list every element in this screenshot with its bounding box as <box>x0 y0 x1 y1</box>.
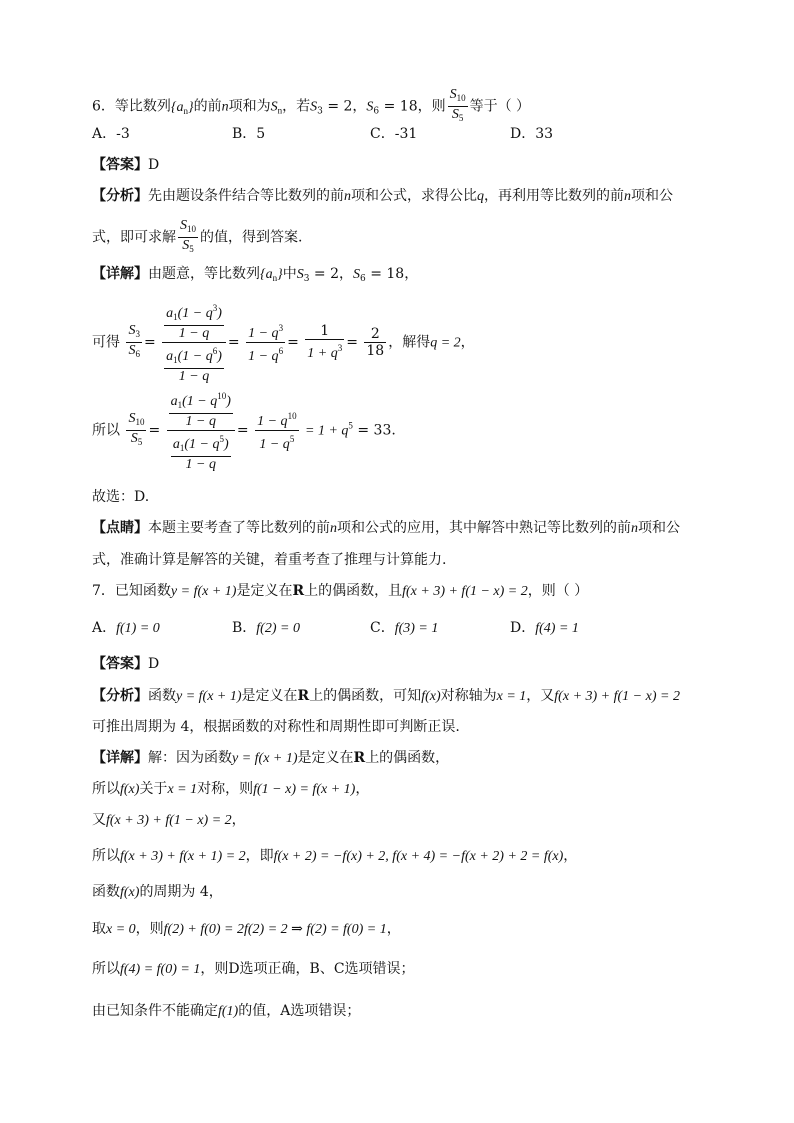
q6-ratio-fraction <box>448 87 468 126</box>
q7-R: R <box>292 583 305 599</box>
q7-d2-end: ， <box>355 781 370 797</box>
q6-comment-line1 <box>92 518 680 539</box>
q6-seq-close: } <box>188 99 194 115</box>
q6-detail-1a: 由题意，等比数列 <box>148 266 260 282</box>
q7-detail-line5 <box>92 882 223 903</box>
q7-d2a: 所以 <box>92 781 120 797</box>
q7-answer <box>92 654 159 674</box>
q6-analysis-1c: ，再利用等比数列的前 <box>484 188 624 204</box>
q6-detail-3-end2: = 33. <box>357 422 396 439</box>
q7-option-d-expr: f(4) = 1 <box>535 621 579 636</box>
q6-comment-1a: 本题主要考查了等比数列的前 <box>148 520 330 536</box>
q6-comment-1c: 项和公 <box>638 520 680 536</box>
q6-r3d: 18 <box>366 343 385 359</box>
q7-option-b-label: B． <box>232 620 257 636</box>
q7-detail-line4 <box>92 846 577 867</box>
q6-ratio-5: $\frac{1 - q^{10}}{1 - q^5}$ <box>257 411 297 452</box>
q7-analysis-R: R <box>297 688 310 704</box>
q6-frac-num-sub: 10 <box>456 93 466 103</box>
q7-d3-end: ， <box>231 812 246 828</box>
q6-analysis-n1: n <box>344 189 351 204</box>
q6-seq-sub: n <box>183 105 189 116</box>
q6-analysis-fraction: $\frac{S_{10}}{S_5}$ <box>178 218 198 257</box>
q6-big-fraction-2: $\frac{\frac{a_1(1 - q^{10})}{1 - q}}{\frac{a_1(1 - q^5)}{1 - q}}$ <box>167 388 235 473</box>
q7-option-a <box>92 618 160 639</box>
q6-detail-cond1: = 2 <box>313 266 339 282</box>
q7-answer-value: D <box>148 656 160 672</box>
q7-d3-eq: f(x + 3) + f(1 − x) = 2 <box>106 813 232 828</box>
q6-option-d: D．33 <box>510 126 554 142</box>
q7-detail-tag: 【详解】 <box>92 750 148 766</box>
q7-analysis-axis: x = 1 <box>496 689 527 704</box>
q7-d5a: 函数 <box>92 884 120 900</box>
q6-analysis-1a: 先由题设条件结合等比数列的前 <box>148 188 344 204</box>
q6-cond2-sub: 6 <box>373 106 380 117</box>
q7-d4-eq2: f(x + 2) = −f(x) + 2, f(x + 4) = −f(x + 2) + 2 = f(x) <box>273 849 564 864</box>
q7-d6-eq: f(2) + f(0) = 2f(2) = 2 ⇒ f(2) = f(0) = 1 <box>163 922 387 937</box>
q7-d6-end: ， <box>386 921 401 937</box>
q7-detail-a: 解：因为函数 <box>148 750 232 766</box>
q6-stem-mid3: ，若 <box>282 98 311 115</box>
q7-option-a-label: A． <box>92 620 117 636</box>
q7-d4-end: ， <box>563 848 578 864</box>
q7-analysis-cond: f(x + 3) + f(1 − x) = 2 <box>554 689 680 704</box>
q6-stem: 6．等比数列$\{a_n\}$的前n项和为$S_n$，若$S_3 = 2$，$S_6 = 18$，则 $\frac{S_{10}}{S_5}$ 等于（ ） <box>92 87 530 126</box>
q7-d8-eq: f(1) <box>218 1004 239 1019</box>
q6-cond2-S: S <box>366 99 374 115</box>
q7-stem <box>92 581 588 602</box>
q6-analysis-line2 <box>92 218 302 257</box>
q6-option-a: A．-3 <box>92 126 130 142</box>
q7-analysis-d: 对称轴为 <box>440 688 497 704</box>
q6-stem-end: 等于（ ） <box>469 98 531 115</box>
q6-analysis-2b: 的值，得到答案. <box>200 229 303 246</box>
q7-detail-b: 是定义在 <box>297 750 354 766</box>
q7-detail-line6 <box>92 919 401 940</box>
q7-analysis-b: 是定义在 <box>241 688 298 704</box>
q6-frac-num: S <box>449 87 457 102</box>
q6-detail-cond2-sub: 6 <box>360 274 366 284</box>
q7-stem-d: ，则（ ） <box>527 583 589 599</box>
q6-choose: 故选：D. <box>92 489 150 505</box>
q6-S: S <box>270 99 278 115</box>
q7-detail-line7 <box>92 959 415 980</box>
q6-cond1-sub: 3 <box>317 106 323 117</box>
q6-frac-den-sub: 5 <box>458 113 464 123</box>
q6-detail-2-end: ，解得 <box>388 334 431 351</box>
q7-answer-tag: 【答案】 <box>92 656 148 672</box>
q6-seq-name: {a <box>170 99 184 115</box>
q7-analysis-line1 <box>92 686 680 707</box>
q7-d6a: 取 <box>92 921 106 937</box>
q7-d2c: 对称，则 <box>197 781 254 797</box>
q6-detail-cond1-sub: 3 <box>303 274 310 284</box>
q6-analysis-1b: 项和公式，求得公比 <box>351 188 477 204</box>
q7-d7a: 所以 <box>92 961 120 977</box>
q7-detail-line8 <box>92 1001 360 1022</box>
q7-option-b <box>232 618 300 639</box>
q6-analysis-frac-num-sub: 10 <box>187 224 196 234</box>
q6-analysis-1d: 项和公 <box>631 188 673 204</box>
q7-option-c-label: C． <box>370 620 395 636</box>
q6-answer <box>92 155 159 175</box>
q6-detail-line2: 可得 $\frac{S_3}{S_6}$ = $\frac{\frac{a_1(1 - q^3)}{1 - q}}{\frac{a_1(1 - q^6)}{1 - q}}$ = $\frac{1 - q^3}{1 - q^6}$ = $\frac{1}{1 + q^3}$ = $\frac{2}{18}$ ，解得q = 2， <box>92 300 475 385</box>
q7-d4a: 所以 <box>92 848 120 864</box>
q7-d2-axis: x = 1 <box>167 782 198 797</box>
q6-analysis-2a: 式，即可求解 <box>92 229 176 246</box>
q6-option-c: C．-31 <box>370 126 418 142</box>
q6-analysis-q: q <box>477 189 484 204</box>
q6-s3-over-s6: $\frac{S_3}{S_6}$ <box>126 323 142 362</box>
q7-d4-eq1: f(x + 3) + f(x + 1) = 2 <box>120 849 246 864</box>
q7-option-a-expr: f(1) = 0 <box>116 621 160 636</box>
q7-d8b: 的值，A选项错误； <box>238 1003 361 1019</box>
q7-d6-x: x = 0 <box>106 922 136 937</box>
q6-comment-1b: 项和公式的应用，其中解答中熟记等比数列的前 <box>337 520 631 536</box>
q6-ratio-4 <box>364 326 386 359</box>
q7-analysis-line2: 可推出周期为 4，根据函数的对称性和周期性即可判断正误. <box>92 719 460 735</box>
q7-analysis-func: y = f(x + 1) <box>176 689 242 704</box>
q7-stem-cond: f(x + 3) + f(1 − x) = 2 <box>402 584 528 599</box>
q6-detail-cond2: = 18 <box>370 266 405 282</box>
q7-option-c <box>370 618 438 639</box>
q6-big-fraction: $\frac{\frac{a_1(1 - q^3)}{1 - q}}{\frac{a_1(1 - q^6)}{1 - q}}$ <box>162 300 226 385</box>
q7-option-c-expr: f(3) = 1 <box>394 621 439 636</box>
q6-n: n <box>221 99 229 115</box>
q7-analysis-tag: 【分析】 <box>92 688 148 704</box>
q7-option-d <box>510 618 579 639</box>
q7-stem-func: y = f(x + 1) <box>170 584 237 599</box>
q6-stem-mid2: 项和为 <box>228 98 271 115</box>
q6-detail-2-q: q = 2 <box>430 335 461 351</box>
q6-s10-over-s5: $\frac{S_{10}}{S_5}$ <box>126 411 146 450</box>
q6-stem-prefix: 6．等比数列 <box>92 98 171 115</box>
q6-answer-value: D <box>148 157 160 173</box>
q7-d2-fx: f(x) <box>120 782 140 797</box>
q7-d7-eq: f(4) = f(0) = 1 <box>120 962 201 977</box>
q6-comment-tag: 【点睛】 <box>92 520 148 536</box>
q7-analysis-c: 上的偶函数，可知 <box>309 688 422 704</box>
q6-analysis-n2: n <box>624 189 631 204</box>
q7-d2b: 关于 <box>139 781 168 797</box>
q7-d5-fx: f(x) <box>120 885 140 900</box>
q7-d4b: ，即 <box>245 848 274 864</box>
q6-detail-3-end: = 1 + q <box>305 423 349 439</box>
q6-stem-mid4: ，则 <box>417 98 446 115</box>
q7-d6b: ，则 <box>135 921 164 937</box>
q7-analysis-e: ，又 <box>526 688 555 704</box>
q7-detail-line3 <box>92 810 246 831</box>
q6-answer-tag: 【答案】 <box>92 157 148 173</box>
q6-detail-line1: 【详解】由题意，等比数列$\{a_n\}$中$S_3 = 2$，$S_6 = 18$， <box>92 266 419 284</box>
q7-d5b: 的周期为 4， <box>139 884 223 900</box>
q6-detail-2-prefix: 可得 <box>92 334 120 351</box>
q6-comment-n2: n <box>631 521 638 536</box>
q7-d3a: 又 <box>92 812 106 828</box>
q7-analysis-a: 函数 <box>148 688 176 704</box>
q6-analysis-line1 <box>92 186 673 207</box>
q6-ratio-3: $\frac{1}{1 + q^3}$ <box>307 323 343 361</box>
q7-d7b: ，则D选项正确，B、C选项错误； <box>200 961 415 977</box>
q7-stem-c: 上的偶函数，且 <box>304 583 403 599</box>
q7-detail-c: 上的偶函数， <box>365 750 450 766</box>
q6-stem-mid1: 的前 <box>193 98 222 115</box>
q7-option-d-label: D． <box>510 620 536 636</box>
q6-comment-n1: n <box>330 521 337 536</box>
q6-r3n: 2 <box>370 326 380 342</box>
q6-detail-2-comma: ， <box>460 334 475 351</box>
q6-ratio-2: $\frac{1 - q^3}{1 - q^6}$ <box>248 323 284 364</box>
q6-analysis-tag: 【分析】 <box>92 188 148 204</box>
q7-analysis-fx: f(x) <box>421 689 441 704</box>
q6-frac-den: S <box>451 107 459 122</box>
q7-d8a: 由已知条件不能确定 <box>92 1003 218 1019</box>
q7-detail-R: R <box>353 750 366 766</box>
q6-analysis-frac-den-sub: 5 <box>189 244 194 254</box>
q7-stem-b: 是定义在 <box>236 583 293 599</box>
q6-cond2: = 18 <box>383 98 418 115</box>
q6-comment-line2: 式，准确计算是解答的关键，着重考查了推理与计算能力. <box>92 552 447 568</box>
q6-detail-3-prefix: 所以 <box>92 422 120 439</box>
q6-cond1: = 2 <box>327 98 353 115</box>
q6-cond1-S: S <box>310 99 318 115</box>
q6-detail-tag: 【详解】 <box>92 266 148 282</box>
q7-option-b-expr: f(2) = 0 <box>256 621 300 636</box>
q6-r2n: 1 <box>320 323 330 339</box>
q6-S-sub: n <box>277 105 283 116</box>
q7-detail-line2 <box>92 779 369 800</box>
q7-stem-a: 7．已知函数 <box>92 583 171 599</box>
q7-detail-line1 <box>92 748 449 769</box>
q6-detail-line3: 所以 $\frac{S_{10}}{S_5}$ = $\frac{\frac{a_1(1 - q^{10})}{1 - q}}{\frac{a_1(1 - q^5)}{1 - q}}$ = $\frac{1 - q^{10}}{1 - q^5}$ = $1 + q^5 = 33$. <box>92 388 396 473</box>
q6-option-b: B．5 <box>232 126 266 142</box>
q7-detail-func: y = f(x + 1) <box>232 751 298 766</box>
q6-detail-1b: 中 <box>282 266 297 282</box>
q7-d2-eq: f(1 − x) = f(x + 1) <box>253 782 356 797</box>
